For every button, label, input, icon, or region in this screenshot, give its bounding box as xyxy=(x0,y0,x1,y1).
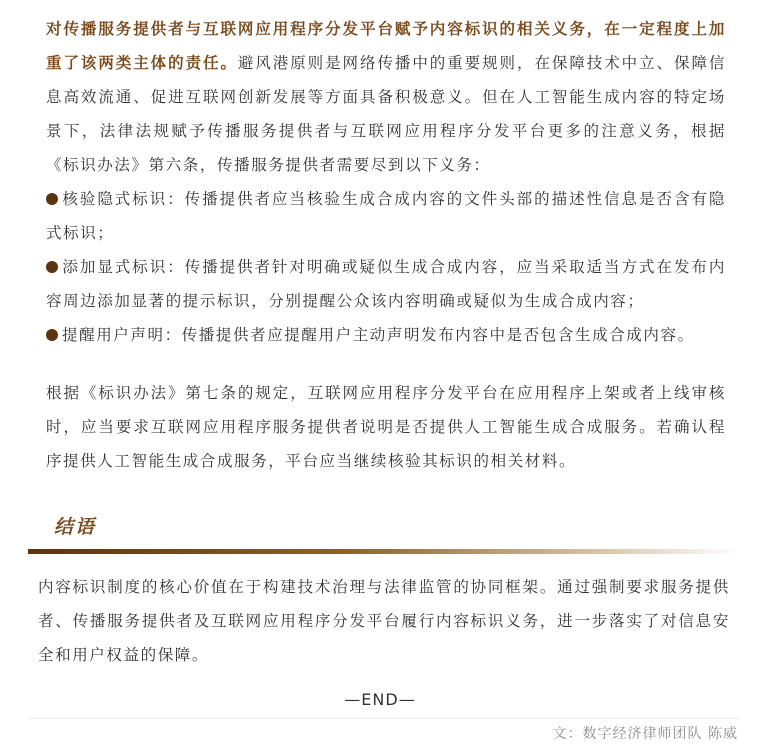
obligation-text: 核验隐式标识：传播提供者应当核验生成合成内容的文件头部的描述性信息是否含有隐式标识； xyxy=(46,190,726,242)
list-item xyxy=(46,318,726,352)
article7-paragraph: 根据《标识办法》第七条的规定，互联网应用程序分发平台在应用程序上架或者上线审核时，应当要求互联网应用程序服务提供者说明是否提供人工智能生成合成服务。若确认程序提供人工智能生成合成服务，平台应当继续核验其标识的相关材料。 xyxy=(46,384,726,470)
intro-text: 避风港原则是网络传播中的重要规则，在保障技术中立、保障信息高效流通、促进互联网创新发展等方面具备积极意义。但在人工智能生成内容的特定场景下，法律法规赋予传播服务提供者与互联网应用程序分发平台更多的注意义务，根据《标识办法》第六条，传播服务提供者需要尽到以下义务： xyxy=(46,54,726,174)
intro-lead-bold: 对传播服务提供者与互联网应用程序分发平台赋予内容标识的相关义务，在一定程度上加重了该两类主体的责任。 xyxy=(46,20,726,72)
list-item xyxy=(46,182,726,250)
bullet-dot-icon xyxy=(46,193,58,205)
intro-paragraph xyxy=(46,12,726,182)
conclusion-paragraph: 内容标识制度的核心价值在于构建技术治理与法律监管的协同框架。通过强制要求服务提供者、传播服务提供者及互联网应用程序分发平台履行内容标识义务，进一步落实了对信息安全和用户权益的保障。 xyxy=(38,578,730,664)
obligation-text: 添加显式标识：传播提供者针对明确或疑似生成合成内容，应当采取适当方式在发布内容周边添加显著的提示标识，分别提醒公众该内容明确或疑似为生成合成内容； xyxy=(46,258,726,310)
section-title-conclusion: 结语 xyxy=(54,516,97,538)
bullet-dot-icon xyxy=(46,329,58,341)
footer-divider xyxy=(28,718,740,719)
obligations-list xyxy=(46,182,726,352)
obligation-text: 提醒用户声明：传播提供者应提醒用户主动声明发布内容中是否包含生成合成内容。 xyxy=(62,326,695,344)
author-credit: 文：数字经济律师团队 陈威 xyxy=(552,726,738,742)
section-divider xyxy=(28,549,740,554)
end-mark: —END— xyxy=(344,690,416,709)
bullet-dot-icon xyxy=(46,261,58,273)
list-item xyxy=(46,250,726,318)
